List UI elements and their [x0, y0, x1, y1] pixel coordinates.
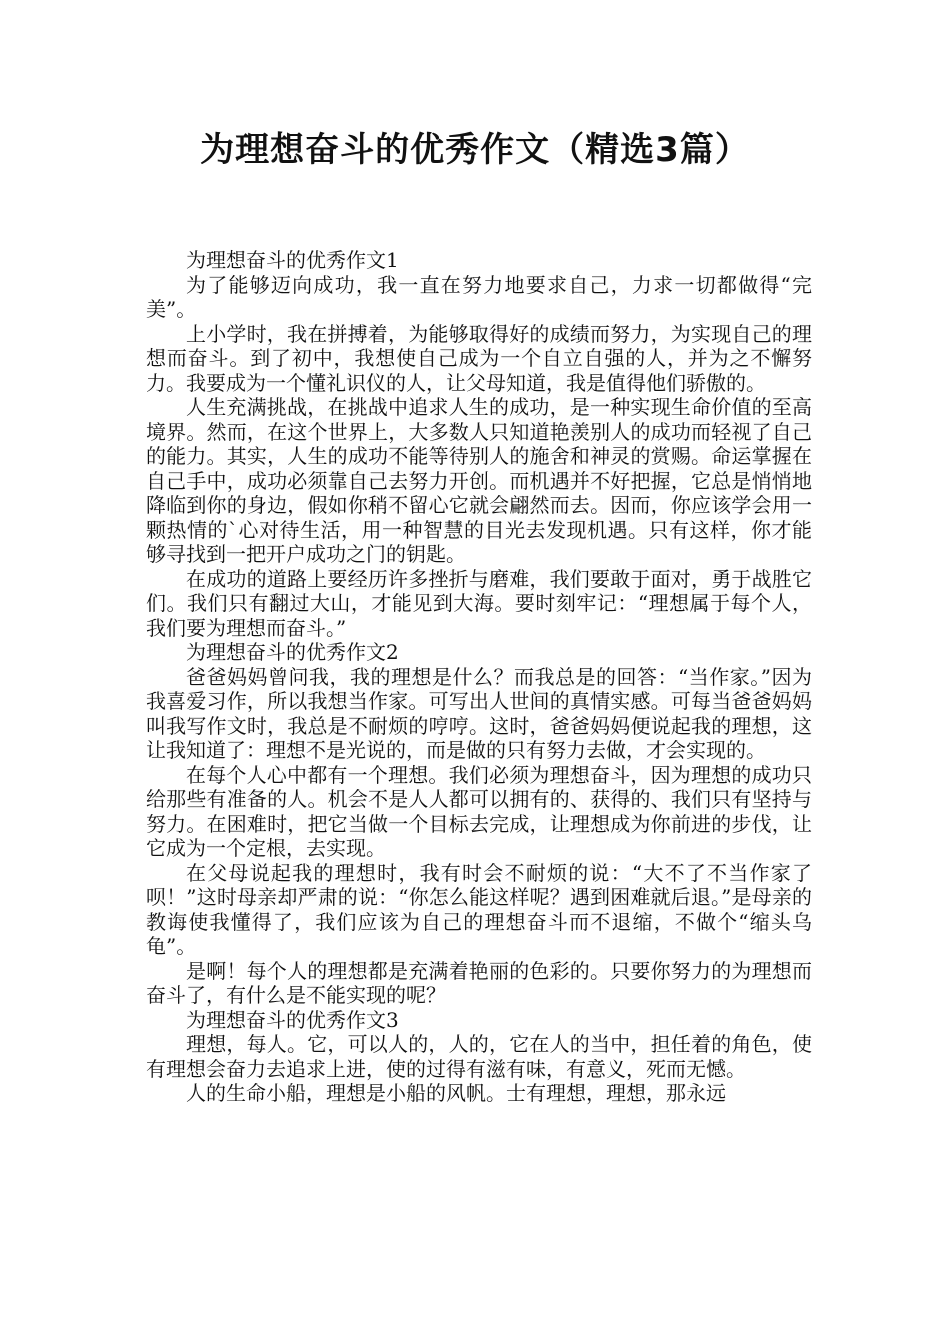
- paragraph: 爸爸妈妈曾问我，我的理想是什么？而我总是的回答：“当作家。”因为我喜爱习作，所以我想当作家。可写出人世间的真情实感。可每当爸爸妈妈叫我写作文时，我总是不耐烦的哼哼。这时，爸爸妈妈便说起我的理想，这让我知道了：理想不是光说的，而是做的只有努力去做，才会实现的。: [146, 664, 812, 762]
- paragraph: 人的生命小船，理想是小船的风帆。士有理想，理想，那永远: [186, 1081, 726, 1105]
- paragraph: 在每个人心中都有一个理想。我们必须为理想奋斗，因为理想的成功只给那些有准备的人。机会不是人人都可以拥有的、获得的、我们只有坚持与努力。在困难时，把它当做一个目标去完成，让理想成为你前进的步伐，让它成为一个定根，去实现。: [146, 762, 812, 860]
- essay-heading: 为理想奋斗的优秀作文3: [186, 1007, 399, 1032]
- paragraph: 理想，每人。它，可以人的，人的，它在人的当中，担任着的角色，使有理想会奋力去追求上进，使的过得有滋有味，有意义，死而无憾。: [146, 1032, 812, 1081]
- essay-heading: 为理想奋斗的优秀作文2: [186, 640, 399, 664]
- paragraph: 人生充满挑战，在挑战中追求人生的成功，是一种实现生命价值的至高境界。然而，在这个世界上，大多数人只知道艳羡别人的成功而轻视了自己的能力。其实，人生的成功不能等待别人的施舍和神灵的赏赐。命运掌握在自己手中，成功必须靠自己去努力开创。而机遇并不好把握，它总是悄悄地降临到你的身边，假如你稍不留心它就会翩然而去。因而，你应该学会用一颗热情的`心对待生活，用一种智慧的目光去发现机遇。只有这样，你才能够寻找到一把开户成功之门的钥匙。: [146, 395, 812, 566]
- document-body: [146, 248, 812, 1106]
- paragraph: 为了能够迈向成功，我一直在努力地要求自己，力求一切都做得“完美”。: [146, 272, 812, 321]
- essay-heading: 为理想奋斗的优秀作文1: [186, 248, 399, 272]
- paragraph: 在父母说起我的理想时，我有时会不耐烦的说：“大不了不当作家了呗！”这时母亲却严肃的说：“你怎么能这样呢？遇到困难就后退。”是母亲的教诲使我懂得了，我们应该为自己的理想奋斗而不退缩，不做个“缩头乌龟”。: [146, 860, 812, 958]
- paragraph: 是啊！每个人的理想都是充满着艳丽的色彩的。只要你努力的为理想而奋斗了，有什么是不能实现的呢？: [146, 958, 812, 1007]
- paragraph: 在成功的道路上要经历许多挫折与磨难，我们要敢于面对，勇于战胜它们。我们只有翻过大山，才能见到大海。要时刻牢记：“理想属于每个人，我们要为理想而奋斗。”: [146, 566, 812, 640]
- paragraph: 上小学时，我在拼搏着，为能够取得好的成绩而努力，为实现自己的理想而奋斗。到了初中，我想使自己成为一个自立自强的人，并为之不懈努力。我要成为一个懂礼识仪的人，让父母知道，我是值得他们骄傲的。: [146, 321, 812, 395]
- document-title: 为理想奋斗的优秀作文（精选3篇）: [200, 130, 750, 170]
